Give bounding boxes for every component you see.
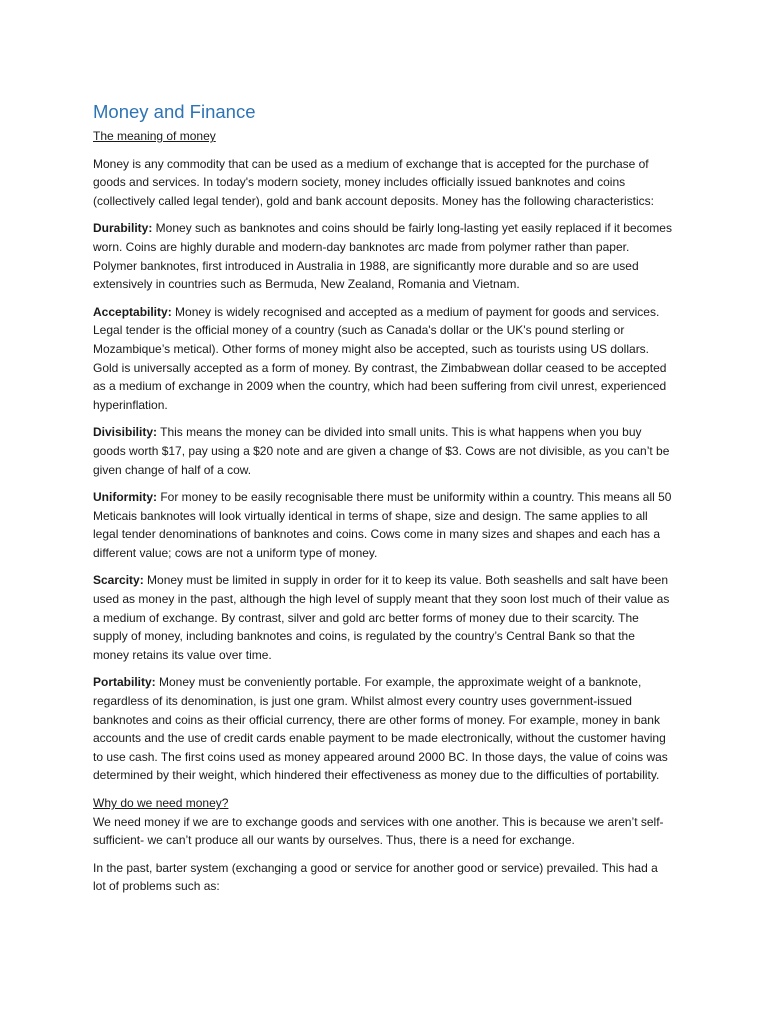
term-acceptability: Acceptability: [93,304,172,319]
paragraph-portability [93,673,673,785]
subheading-meaning-of-money: The meaning of money [93,129,216,143]
paragraph-divisibility [93,423,673,479]
term-uniformity: Uniformity: [93,490,157,505]
intro-paragraph: Money is any commodity that can be used as a medium of exchange that is accepted for the purchase of goods and services. In today's modern society, money includes officially issued banknotes and coins (collectively called legal tender), gold and bank account deposits. Money has the following characteristics: [93,156,654,208]
term-scarcity: Scarcity: [93,573,144,588]
paragraph-barter-system: In the past, barter system (exchanging a good or service for another good or service) prevailed. This had a lot of problems such as: [93,860,658,894]
paragraph-uniformity [93,488,673,562]
text-uniformity: For money to be easily recognisable there must be uniformity within a country. This means all 50 Meticais banknotes will look virtually identical in terms of shape, size and design. The same applies to all legal tender denominations of banknotes and coins. Cows come in many sizes and shapes and each has a different value; cows are not a uniform type of money. [93,490,672,560]
term-portability: Portability: [93,675,156,690]
text-acceptability: Money is widely recognised and accepted as a medium of payment for goods and services. Legal tender is the official money of a country (such as Canada's dollar or the UK's pound sterling or Mozambique’s metical). Other forms of money might also be accepted, such as tourists using US dollars. Gold is universally accepted as a form of money. By contrast, the Zimbabwean dollar ceased to be accepted as a medium of exchange in 2009 when the country, which had been suffering from civil unrest, experienced hyperinflation. [93,304,667,412]
heading-why-need-money: Why do we need money? [93,796,229,810]
term-durability: Durability: [93,221,153,236]
text-scarcity: Money must be limited in supply in order for it to keep its value. Both seashells and salt have been used as money in the past, although the high level of supply meant that they soon lost much of their value as a medium of exchange. By contrast, silver and gold arc better forms of money due to their scarcity. The supply of money, including banknotes and coins, is regulated by the country’s Central Bank so that the money retains its value over time. [93,573,670,662]
text-durability: Money such as banknotes and coins should be fairly long-lasting yet easily replaced if it becomes worn. Coins are highly durable and modern-day banknotes arc made from polymer rather than paper. Polymer banknotes, first introduced in Australia in 1988, are significantly more durable and so are used extensively in countries such as Bermuda, New Zealand, Romania and Vietnam. [93,221,672,292]
paragraph-scarcity [93,571,673,664]
term-divisibility: Divisibility: [93,425,158,440]
paragraph-why-need-money: We need money if we are to exchange goods and services with one another. This is because we aren’t self-sufficient- we can’t produce all our wants by ourselves. Thus, there is a need for exchange. [93,814,664,848]
paragraph-durability [93,219,673,293]
paragraph-acceptability [93,303,673,415]
text-portability: Money must be conveniently portable. For example, the approximate weight of a banknote, regardless of its denomination, is just one gram. Whilst almost every country uses government-issued banknotes and coins as their official currency, there are other forms of money. For example, money in bank accounts and the use of credit cards enable payment to be made electronically, without the customer having to use cash. The first coins used as money appeared around 2000 BC. In those days, the value of coins was determined by their weight, which hindered their effectiveness as money due to the difficulties of portability. [93,675,668,783]
document-title: Money and Finance [93,101,256,122]
text-divisibility: This means the money can be divided into small units. This is what happens when you buy goods worth $17, pay using a $20 note and are given a change of $3. Cows are not divisible, as you can’t be given change of half of a cow. [93,425,670,477]
document-page [93,100,673,905]
